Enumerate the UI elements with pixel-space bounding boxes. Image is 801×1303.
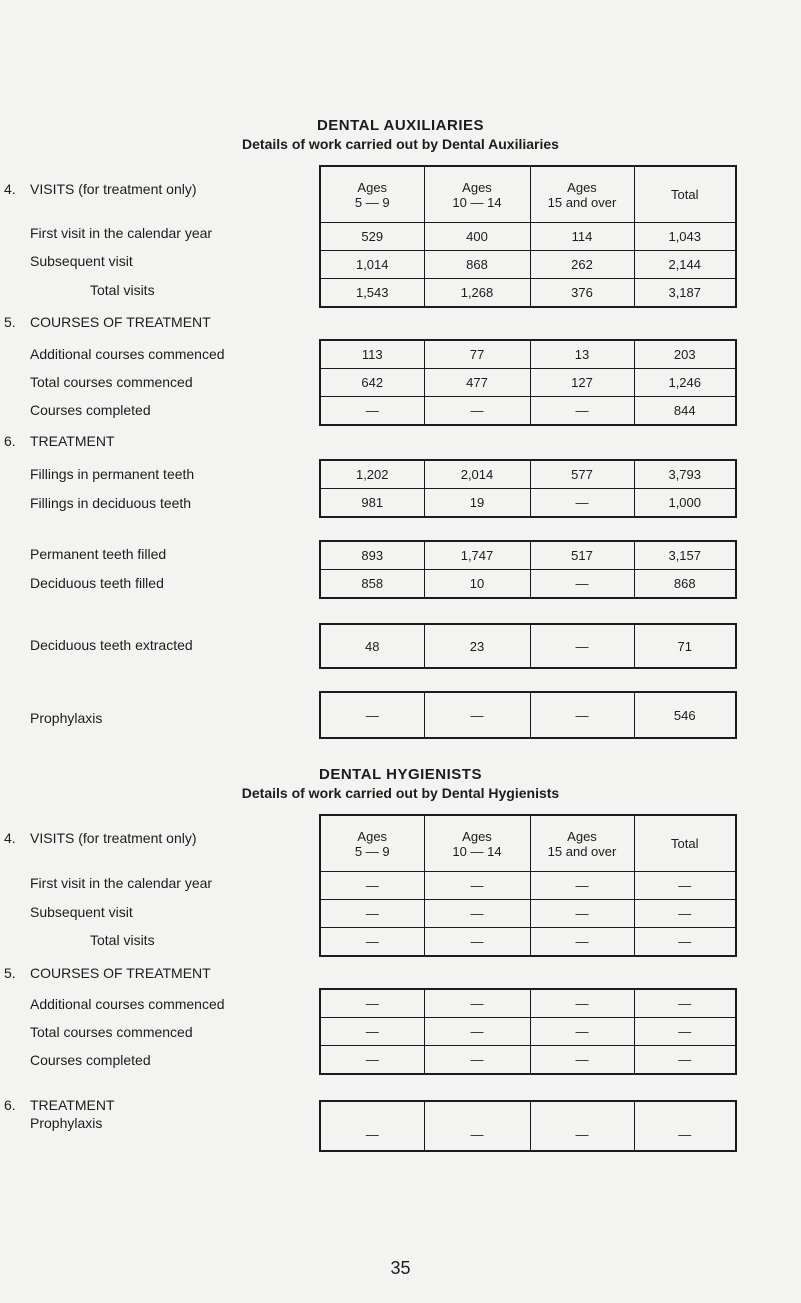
table-cell: 114 xyxy=(530,223,634,251)
aux-filled-table xyxy=(319,540,737,599)
aux-section4-number: 4. xyxy=(4,181,16,197)
table-cell: — xyxy=(424,1101,530,1151)
hygienists-title: DENTAL HYGIENISTS xyxy=(319,766,482,783)
table-cell: 858 xyxy=(320,570,424,599)
table-cell: 1,202 xyxy=(320,460,424,489)
table-cell: — xyxy=(424,397,530,426)
table-header-row xyxy=(320,815,736,872)
table-cell: 477 xyxy=(424,369,530,397)
table-cell: — xyxy=(424,692,530,738)
table-cell: — xyxy=(320,1018,424,1046)
table-cell: 2,144 xyxy=(634,251,736,279)
table-row xyxy=(320,1101,736,1151)
table-cell: 3,187 xyxy=(634,279,736,308)
header-cell: Ages 15 and over xyxy=(530,815,634,872)
header-cell: Total xyxy=(634,166,736,223)
header-cell: Ages 5 — 9 xyxy=(320,815,424,872)
hyg-section5-number: 5. xyxy=(4,965,16,981)
table-cell: 203 xyxy=(634,340,736,369)
table-cell: 23 xyxy=(424,624,530,668)
table-cell: 19 xyxy=(424,489,530,518)
table-cell: 1,014 xyxy=(320,251,424,279)
table-cell: — xyxy=(320,692,424,738)
table-cell: 77 xyxy=(424,340,530,369)
table-row xyxy=(320,279,736,308)
aux-row-label: First visit in the calendar year xyxy=(30,225,213,241)
table-cell: — xyxy=(634,1101,736,1151)
aux-extracted-table xyxy=(319,623,737,669)
aux-row-label: Deciduous teeth filled xyxy=(30,575,164,591)
aux-section4-heading: VISITS (for treatment only) xyxy=(30,181,197,197)
table-cell: 529 xyxy=(320,223,424,251)
table-cell: — xyxy=(320,872,424,900)
table-cell: — xyxy=(424,1046,530,1075)
hyg-row-label: Courses completed xyxy=(30,1052,151,1068)
aux-section5-number: 5. xyxy=(4,314,16,330)
table-row xyxy=(320,989,736,1018)
aux-row-label: Additional courses commenced xyxy=(30,346,225,362)
aux-row-label: Subsequent visit xyxy=(30,253,133,269)
table-cell: 642 xyxy=(320,369,424,397)
table-cell: — xyxy=(530,489,634,518)
table-cell: — xyxy=(424,900,530,928)
aux-row-label: Fillings in permanent teeth xyxy=(30,466,195,482)
table-cell: — xyxy=(530,928,634,957)
table-cell: 376 xyxy=(530,279,634,308)
table-cell: 71 xyxy=(634,624,736,668)
table-cell: — xyxy=(320,900,424,928)
table-cell: 3,793 xyxy=(634,460,736,489)
table-row xyxy=(320,570,736,599)
table-cell: 3,157 xyxy=(634,541,736,570)
table-cell: 10 xyxy=(424,570,530,599)
aux-row-label: Total courses commenced xyxy=(30,374,193,390)
hyg-visits-table xyxy=(319,814,737,957)
table-cell: — xyxy=(634,989,736,1018)
header-cell: Ages 5 — 9 xyxy=(320,166,424,223)
table-cell: 868 xyxy=(634,570,736,599)
table-cell: — xyxy=(530,1018,634,1046)
aux-courses-table xyxy=(319,339,737,426)
table-cell: 1,043 xyxy=(634,223,736,251)
table-row xyxy=(320,900,736,928)
hyg-row-label: Total courses commenced xyxy=(30,1024,193,1040)
table-cell: 48 xyxy=(320,624,424,668)
aux-row-label: Fillings in deciduous teeth xyxy=(30,495,192,511)
table-row xyxy=(320,489,736,518)
table-cell: — xyxy=(320,989,424,1018)
table-cell: — xyxy=(320,1046,424,1075)
hyg-section6-number: 6. xyxy=(4,1097,16,1113)
aux-section5-heading: COURSES OF TREATMENT xyxy=(30,314,211,330)
table-header-row xyxy=(320,166,736,223)
table-cell: 1,747 xyxy=(424,541,530,570)
hyg-section6-heading: TREATMENT xyxy=(30,1097,115,1113)
table-row xyxy=(320,541,736,570)
table-row xyxy=(320,460,736,489)
aux-row-label: Courses completed xyxy=(30,402,151,418)
table-cell: — xyxy=(424,989,530,1018)
table-row xyxy=(320,397,736,426)
table-cell: — xyxy=(530,397,634,426)
hyg-section4-number: 4. xyxy=(4,830,16,846)
table-cell: — xyxy=(320,397,424,426)
table-cell: — xyxy=(530,1101,634,1151)
table-cell: 1,268 xyxy=(424,279,530,308)
table-row xyxy=(320,251,736,279)
table-cell: 546 xyxy=(634,692,736,738)
header-cell: Ages 15 and over xyxy=(530,166,634,223)
table-cell: 517 xyxy=(530,541,634,570)
table-cell: 868 xyxy=(424,251,530,279)
table-row xyxy=(320,1018,736,1046)
table-cell: — xyxy=(424,928,530,957)
table-cell: 844 xyxy=(634,397,736,426)
table-cell: — xyxy=(530,900,634,928)
table-cell: — xyxy=(424,1018,530,1046)
hyg-section5-heading: COURSES OF TREATMENT xyxy=(30,965,211,981)
table-cell: 1,000 xyxy=(634,489,736,518)
aux-section6-number: 6. xyxy=(4,433,16,449)
table-row xyxy=(320,223,736,251)
table-cell: 13 xyxy=(530,340,634,369)
aux-row-label: Deciduous teeth extracted xyxy=(30,637,193,653)
hyg-row-label: First visit in the calendar year xyxy=(30,875,213,891)
table-row xyxy=(320,624,736,668)
aux-row-label: Permanent teeth filled xyxy=(30,546,167,562)
table-cell: — xyxy=(320,928,424,957)
table-cell: 113 xyxy=(320,340,424,369)
table-cell: — xyxy=(530,989,634,1018)
table-cell: 127 xyxy=(530,369,634,397)
table-cell: — xyxy=(530,872,634,900)
table-cell: — xyxy=(634,1018,736,1046)
table-cell: 400 xyxy=(424,223,530,251)
aux-row-label: Total visits xyxy=(90,282,155,298)
hyg-courses-table xyxy=(319,988,737,1075)
hyg-row-label: Subsequent visit xyxy=(30,904,133,920)
hyg-prophylaxis-table xyxy=(319,1100,737,1152)
table-cell: — xyxy=(530,692,634,738)
aux-visits-table xyxy=(319,165,737,308)
table-cell: — xyxy=(634,900,736,928)
table-cell: — xyxy=(634,928,736,957)
table-cell: — xyxy=(530,1046,634,1075)
table-cell: 893 xyxy=(320,541,424,570)
table-row xyxy=(320,928,736,957)
hygienists-subtitle: Details of work carried out by Dental Hygienists xyxy=(241,785,560,801)
table-cell: — xyxy=(634,1046,736,1075)
aux-fillings-table xyxy=(319,459,737,518)
hyg-row-label: Total visits xyxy=(90,932,155,948)
table-row xyxy=(320,872,736,900)
table-cell: 1,246 xyxy=(634,369,736,397)
table-cell: 577 xyxy=(530,460,634,489)
table-cell: — xyxy=(634,872,736,900)
aux-prophylaxis-table xyxy=(319,691,737,739)
table-cell: — xyxy=(320,1101,424,1151)
hyg-row-label: Additional courses commenced xyxy=(30,996,225,1012)
table-cell: 1,543 xyxy=(320,279,424,308)
table-cell: 262 xyxy=(530,251,634,279)
header-cell: Total xyxy=(634,815,736,872)
aux-section6-heading: TREATMENT xyxy=(30,433,115,449)
table-row xyxy=(320,369,736,397)
table-cell: — xyxy=(530,570,634,599)
header-cell: Ages 10 — 14 xyxy=(424,166,530,223)
table-row xyxy=(320,692,736,738)
page-number: 35 xyxy=(390,1258,411,1278)
auxiliaries-subtitle: Details of work carried out by Dental Auxiliaries xyxy=(242,136,559,152)
table-cell: 981 xyxy=(320,489,424,518)
table-row xyxy=(320,340,736,369)
auxiliaries-title: DENTAL AUXILIARIES xyxy=(316,117,485,134)
table-cell: 2,014 xyxy=(424,460,530,489)
table-cell: — xyxy=(424,872,530,900)
table-cell: — xyxy=(530,624,634,668)
hyg-row-label: Prophylaxis xyxy=(30,1115,103,1131)
header-cell: Ages 10 — 14 xyxy=(424,815,530,872)
table-row xyxy=(320,1046,736,1075)
aux-row-label: Prophylaxis xyxy=(30,710,103,726)
hyg-section4-heading: VISITS (for treatment only) xyxy=(30,830,197,846)
